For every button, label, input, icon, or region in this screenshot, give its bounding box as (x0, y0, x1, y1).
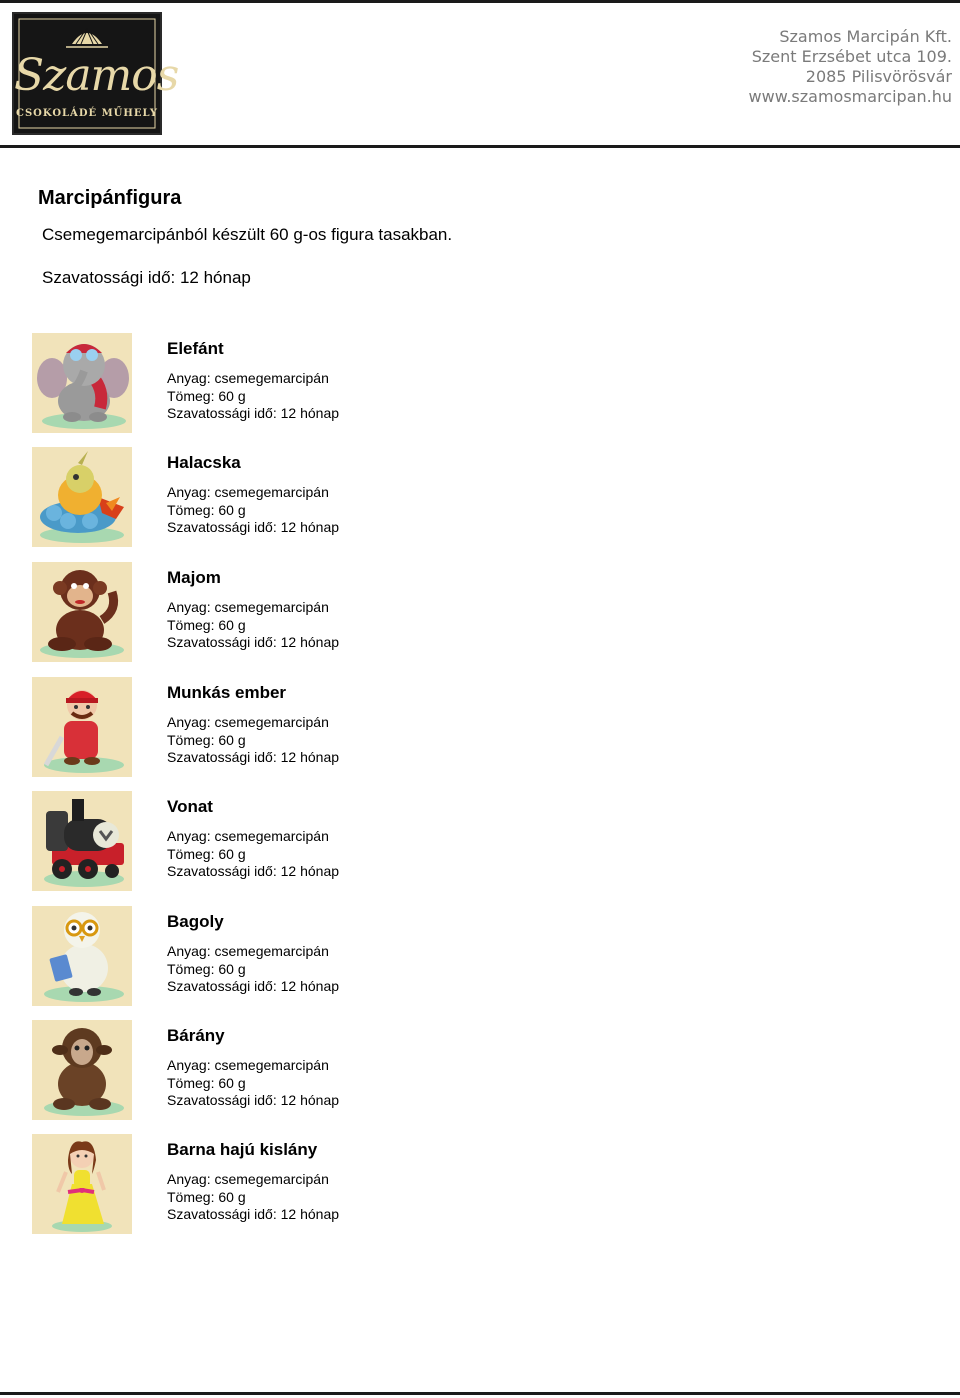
product-material: Anyag: csemegemarcipán (167, 484, 329, 500)
product-weight: Tömeg: 60 g (167, 1189, 246, 1205)
monkey-figure-image (32, 562, 132, 662)
girl-figure-image (32, 1134, 132, 1234)
product-item (0, 906, 960, 1006)
worker-figure-image (32, 677, 132, 777)
product-shelf-life: Szavatossági idő: 12 hónap (167, 405, 340, 421)
product-item (0, 1020, 960, 1120)
product-shelf-life: Szavatossági idő: 12 hónap (167, 749, 340, 765)
product-item (0, 791, 960, 891)
product-name: Munkás ember (167, 683, 287, 702)
product-name: Halacska (167, 453, 241, 472)
product-weight: Tömeg: 60 g (167, 1075, 246, 1091)
category-description: Csemegemarcipánból készült 60 g-os figura tasakban. (42, 225, 453, 244)
logo-wordmark: Szamos (14, 50, 179, 101)
category-title: Marcipánfigura (38, 187, 182, 209)
product-shelf-life: Szavatossági idő: 12 hónap (167, 863, 340, 879)
logo-subtitle: CSOKOLÁDÉ MŰHELY (16, 108, 158, 119)
product-weight: Tömeg: 60 g (167, 388, 246, 404)
product-material: Anyag: csemegemarcipán (167, 1171, 329, 1187)
product-item (0, 333, 960, 433)
product-material: Anyag: csemegemarcipán (167, 943, 329, 959)
product-item (0, 562, 960, 662)
product-name: Bagoly (167, 912, 224, 931)
product-name: Bárány (167, 1026, 225, 1045)
product-material: Anyag: csemegemarcipán (167, 599, 329, 615)
product-weight: Tömeg: 60 g (167, 617, 246, 633)
product-weight: Tömeg: 60 g (167, 961, 246, 977)
top-rule (0, 0, 960, 3)
company-street: Szent Erzsébet utca 109. (751, 47, 952, 66)
elephant-figure-image (32, 333, 132, 433)
product-weight: Tömeg: 60 g (167, 502, 246, 518)
product-item (0, 677, 960, 777)
company-address (749, 27, 952, 107)
company-website: www.szamosmarcipan.hu (748, 87, 952, 106)
product-shelf-life: Szavatossági idő: 12 hónap (167, 978, 340, 994)
szamos-logo (12, 12, 179, 135)
product-shelf-life: Szavatossági idő: 12 hónap (167, 634, 340, 650)
company-city: 2085 Pilisvörösvár (805, 67, 952, 86)
product-name: Vonat (167, 797, 213, 816)
product-shelf-life: Szavatossági idő: 12 hónap (167, 519, 340, 535)
product-weight: Tömeg: 60 g (167, 732, 246, 748)
owl-figure-image (32, 906, 132, 1006)
product-shelf-life: Szavatossági idő: 12 hónap (167, 1206, 340, 1222)
product-material: Anyag: csemegemarcipán (167, 714, 329, 730)
product-material: Anyag: csemegemarcipán (167, 370, 329, 386)
product-item (0, 1134, 960, 1234)
product-name: Majom (167, 568, 221, 587)
product-material: Anyag: csemegemarcipán (167, 1057, 329, 1073)
train-figure-image (32, 791, 132, 891)
category-shelf-life: Szavatossági idő: 12 hónap (42, 268, 251, 287)
footer-rule (0, 1392, 960, 1395)
product-material: Anyag: csemegemarcipán (167, 828, 329, 844)
company-name: Szamos Marcipán Kft. (779, 27, 952, 46)
product-shelf-life: Szavatossági idő: 12 hónap (167, 1092, 340, 1108)
product-weight: Tömeg: 60 g (167, 846, 246, 862)
header-rule (0, 145, 960, 148)
fish-figure-image (32, 447, 132, 547)
product-item (0, 447, 960, 547)
product-name: Elefánt (167, 339, 224, 358)
lamb-figure-image (32, 1020, 132, 1120)
product-name: Barna hajú kislány (167, 1140, 318, 1159)
